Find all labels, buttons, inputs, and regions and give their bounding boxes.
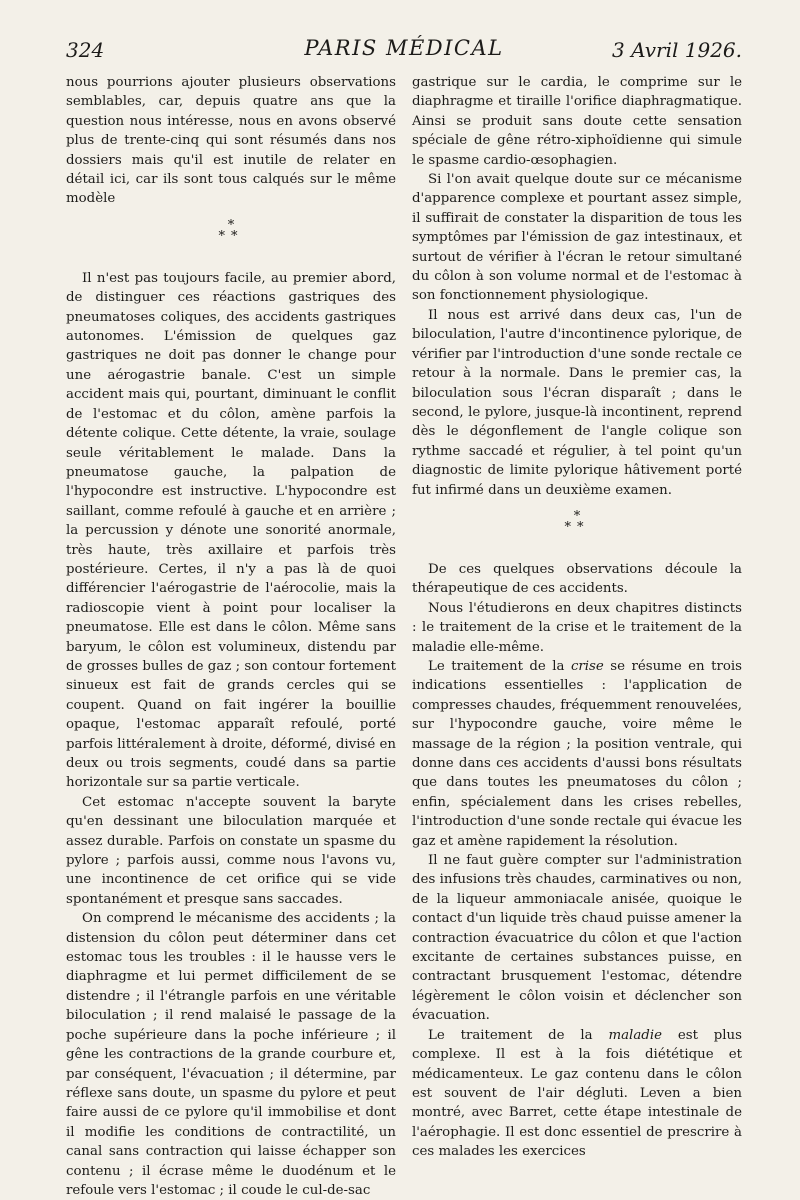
paragraph: Si l'on avait quelque doute sur ce mécanisme d'apparence complexe et pourtant assez simple, il suffirait de constater la disparition de tous les symptômes par l'émission de gaz intestinaux, et surtout de vérifier à l'écran le retour simultané du côlon à son volume normal et de l'estomac à son fonctionnement physiologique. (412, 172, 742, 304)
asterism-top: * (227, 217, 235, 233)
paragraph: gastrique sur le cardia, le comprime sur le diaphragme et tiraille l'orifice diaphragmatique. Ainsi se produit sans doute cette sensation spéciale de gêne rétro-xiphoïdienne qui simule le spasme cardio-œsophagien. (412, 75, 742, 168)
paragraph: nous pourrions ajouter plusieurs observations semblables, car, depuis quatre ans que la question nous intéresse, nous en avons observé plus de trente-cinq qui sont résumés dans nos dossiers mais qu'il est inutile de relater en détail ici, car ils sont tous calqués sur le même modèle (66, 75, 396, 207)
issue-date: 3 Avril 1926. (612, 38, 742, 62)
emphasis: maladie (608, 1027, 662, 1043)
paragraph: Il nous est arrivé dans deux cas, l'un de biloculation, l'autre d'incontinence pylorique, de vérifier par l'introduction d'une sonde rectale ce retour à la normale. Dans le premier cas, la biloculation sous l'écran disparaît ; dans le second, le pylore, jusque-là incontinent, reprend dès le dégonflement de l'angle colique son rythme saccadé et régulier, à tel point qu'un diagnostic de limite pylorique hâtivement porté fut infirmé dans un deuxième examen. (412, 307, 742, 498)
page-number: 324 (66, 38, 105, 62)
paragraph: De ces quelques observations découle la thérapeutique de ces accidents. (412, 561, 742, 597)
page-header (66, 36, 742, 66)
left-column (66, 73, 396, 1200)
paragraph: Cet estomac n'accepte souvent la baryte qu'en dessinant une biloculation marquée et assez durable. Parfois on constate un spasme du pylore ; parfois aussi, comme nous l'avons vu, une incontinence de cet orifice qui se vide spontanément et presque sans saccades. (66, 794, 396, 907)
emphasis: crise (570, 658, 604, 674)
paragraph: Il n'est pas toujours facile, au premier abord, de distinguer ces réactions gastriques des pneumatoses coliques, des accidents gastriques autonomes. L'émission de quelques gaz gastriques ne doit pas donner le change pour une aérogastrie banale. C'est un simple accident mais qui, pourtant, diminuant le conflit de l'estomac et du côlon, amène parfois la détente colique. Cette détente, la vraie, soulage seule véritablement le malade. Dans la pneumatose gauche, la palpation de l'hypocondre est instructive. L'hypocondre est saillant, comme refoulé à gauche et en arrière ; la percussion y dénote une sonorité anormale, très haute, très axillaire et parfois très postérieure. Certes, il n'y a pas là de quoi différencier l'aérogastrie de l'aérocolie, mais la radioscopie vient à point pour localiser la pneumatose. Elle est dans le côlon. Même sans baryum, le côlon est volumineux, distendu par de grosses bulles de gaz ; son contour fortement sinueux est fait de grands cercles qui se coupent. Quand on fait ingérer la bouillie opaque, l'estomac apparaît refoulé, porté parfois littéralement à droite, déformé, divisé en deux ou trois segments, coudé dans sa partie horizontale sur sa partie verticale. (66, 270, 396, 791)
paragraph: Le traitement de la maladie est plus complexe. Il est à la fois diététique et médicamenteux. Le gaz contenu dans le côlon est souvent de l'air dégluti. Leven a bien montré, avec Barret, cette étape intestinale de l'aérophagie. Il est donc essentiel de prescrire à ces malades les exercices (412, 1027, 743, 1160)
right-column (412, 73, 742, 1162)
asterism-bottom: ** (564, 519, 590, 535)
section-separator (412, 506, 742, 542)
paragraph: Il ne faut guère compter sur l'administration des infusions très chaudes, carminatives ou non, de la liqueur ammoniacale anisée, quoique le contact d'un liquide très chaud puisse amener la contraction évacuatrice du côlon et que l'action excitante de certaines substances puisse, en contractant brusquement l'estomac, détendre légèrement le côlon voisin et déclencher son évacuation. (412, 853, 742, 1024)
paragraph: Le traitement de la crise se résume en trois indications essentielles : l'application de compresses chaudes, fréquemment renouvelées, sur l'hypocondre gauche, voire même le massage de la région ; la position ventrale, qui donne dans ces accidents d'aussi bons résultats que dans toutes les pneumatoses du côlon ; enfin, spécialement dans les crises rebelles, l'introduction d'une sonde rectale qui évacue les gaz et amène rapidement la résolution. (412, 658, 742, 849)
paragraph: On comprend le mécanisme des accidents ; la distension du côlon peut déterminer dans cet estomac tous les troubles : il le hausse vers le diaphragme et lui permet difficilement de se distendre ; il l'étrangle parfois en une véritable biloculation ; il rend malaisé le passage de la poche supérieure dans la poche inférieure ; il gêne les contractions de la grande courbure et, par conséquent, l'évacuation ; il détermine, par réflexe sans doute, un spasme du pylore et peut faire aussi de ce pylore qu'il immobilise et dont il modifie les conditions de contractilité, un canal sans contraction qui laisse échapper son contenu ; il écrase même le duodénum et le refoule vers l'estomac ; il coude le cul-de-sac (66, 911, 396, 1198)
paragraph: Nous l'étudierons en deux chapitres distincts : le traitement de la crise et le traitement de la maladie elle-même. (412, 600, 742, 655)
section-separator (66, 215, 396, 251)
journal-title: PARIS MÉDICAL (304, 36, 504, 60)
asterism-top: * (573, 508, 581, 524)
asterism-bottom: ** (218, 228, 244, 244)
